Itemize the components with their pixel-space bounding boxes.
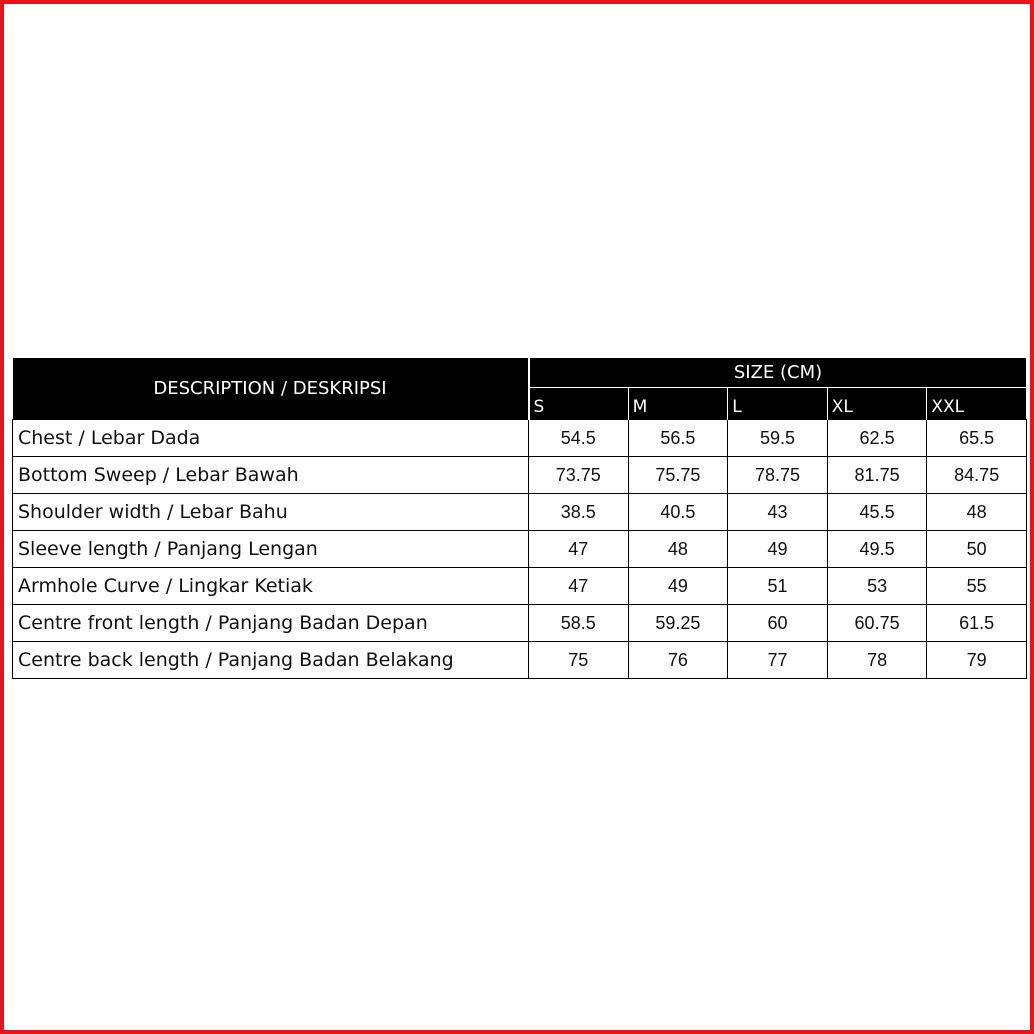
size-header-m: M: [628, 388, 728, 420]
table-cell: 38.5: [529, 494, 629, 531]
size-header-xl: XL: [827, 388, 927, 420]
description-column-header: DESCRIPTION / DESKRIPSI: [13, 358, 529, 420]
table-cell: 48: [628, 531, 728, 568]
table-cell: 50: [927, 531, 1027, 568]
row-label-shoulder-width: Shoulder width / Lebar Bahu: [13, 494, 529, 531]
table-cell: 53: [827, 568, 927, 605]
size-header-xxl: XXL: [927, 388, 1027, 420]
table-row: [13, 605, 1027, 642]
table-cell: 55: [927, 568, 1027, 605]
table-cell: 65.5: [927, 420, 1027, 457]
table-cell: 58.5: [529, 605, 629, 642]
table-row: [13, 531, 1027, 568]
table-cell: 49: [628, 568, 728, 605]
table-row: [13, 457, 1027, 494]
table-cell: 40.5: [628, 494, 728, 531]
row-label-centre-front-length: Centre front length / Panjang Badan Depan: [13, 605, 529, 642]
row-label-centre-back-length: Centre back length / Panjang Badan Belakang: [13, 642, 529, 679]
table-cell: 51: [728, 568, 828, 605]
table-cell: 76: [628, 642, 728, 679]
table-cell: 78.75: [728, 457, 828, 494]
table-cell: 59.5: [728, 420, 828, 457]
row-label-armhole-curve: Armhole Curve / Lingkar Ketiak: [13, 568, 529, 605]
table-row: [13, 494, 1027, 531]
header-row-top: [13, 358, 1027, 388]
table-cell: 56.5: [628, 420, 728, 457]
table-cell: 75: [529, 642, 629, 679]
table-cell: 49: [728, 531, 828, 568]
table-row: [13, 642, 1027, 679]
table-cell: 59.25: [628, 605, 728, 642]
table-cell: 78: [827, 642, 927, 679]
table-row: [13, 420, 1027, 457]
table-cell: 43: [728, 494, 828, 531]
size-header-s: S: [529, 388, 629, 420]
table-cell: 60: [728, 605, 828, 642]
size-chart-body: [13, 420, 1027, 679]
table-cell: 75.75: [628, 457, 728, 494]
table-cell: 81.75: [827, 457, 927, 494]
row-label-chest: Chest / Lebar Dada: [13, 420, 529, 457]
table-cell: 47: [529, 531, 629, 568]
table-cell: 54.5: [529, 420, 629, 457]
table-cell: 47: [529, 568, 629, 605]
table-row: [13, 568, 1027, 605]
row-label-bottom-sweep: Bottom Sweep / Lebar Bawah: [13, 457, 529, 494]
table-cell: 62.5: [827, 420, 927, 457]
size-chart-table: [12, 358, 1027, 679]
table-cell: 48: [927, 494, 1027, 531]
table-cell: 77: [728, 642, 828, 679]
row-label-sleeve-length: Sleeve length / Panjang Lengan: [13, 531, 529, 568]
table-cell: 45.5: [827, 494, 927, 531]
table-cell: 60.75: [827, 605, 927, 642]
table-cell: 73.75: [529, 457, 629, 494]
table-cell: 49.5: [827, 531, 927, 568]
table-cell: 84.75: [927, 457, 1027, 494]
size-group-header: SIZE (CM): [529, 358, 1027, 388]
size-header-l: L: [728, 388, 828, 420]
table-cell: 61.5: [927, 605, 1027, 642]
table-cell: 79: [927, 642, 1027, 679]
